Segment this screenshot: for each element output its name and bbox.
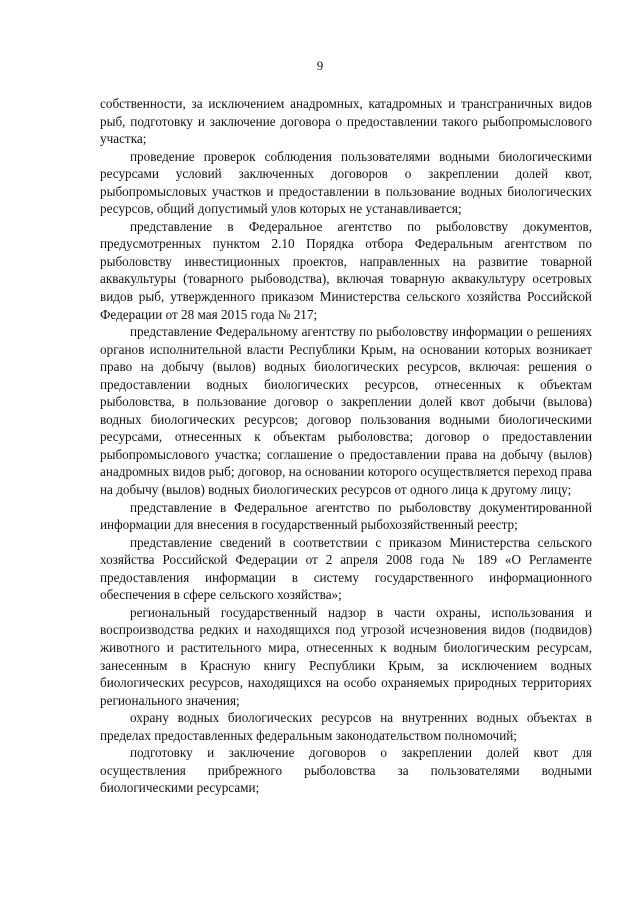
document-body: [100, 95, 592, 797]
paragraph-inspections: проведение проверок соблюдения пользователями водными биологическими ресурсами условий заключенных договоров о закреплении долей квот, рыбопромысловых участков и предоставлении в пользование водных биологических ресурсов, общий допустимый улов которых не устанавливается;: [100, 148, 592, 217]
paragraph-decisions-info: представление Федеральному агентству по рыболовству информации о решениях органов исполнительной власти Республики Крым, на основании которых возникает право на добычу (вылов) водных биологических ресурсов, включая: решения о предоставлении водных биологических ресурсов, отнесенных к объектам рыболовства, в пользование договор о закреплении долей квот добычи (вылова) водных биологических ресурсов; договор пользования водными биологическими ресурсами, отнесенных к объектам рыболовства; договор о предоставлении рыбопромыслового участка; соглашение о предоставлении права на добычу (вылов) анадромных видов рыб; договор, на основании которого осуществляется переход права на добычу (вылов) водных биологических ресурсов от одного лица к другому лицу;: [100, 324, 592, 498]
paragraph-protection: охрану водных биологических ресурсов на внутренних водных объектах в пределах предоставленных федеральным законодательством полномочий;: [100, 710, 592, 743]
paragraph-ministry-order: представление сведений в соответствии с приказом Министерства сельского хозяйства Российской Федерации от 2 апреля 2008 года № 189 «О Регламенте предоставления информации в систему государственного информационного обеспечения в сфере сельского хозяйства»;: [100, 534, 592, 603]
page-number: 9: [316, 58, 324, 73]
paragraph-aquaculture-documents: представление в Федеральное агентство по рыболовству документов, предусмотренных пунктом 2.10 Порядка отбора Федеральным агентством по рыболовству инвестиционных проектов, направленных на развитие товарной аквакультуры (товарного рыбоводства), включая товарную аквакультуру осетровых видов рыб, утвержденного приказом Министерства сельского хозяйства Российской Федерации от 28 мая 2015 года № 217;: [100, 218, 592, 322]
paragraph-coastal-fishing-contracts: подготовку и заключение договоров о закреплении долей квот для осуществления прибрежного рыболовства за пользователями водными биологическими ресурсами;: [100, 745, 592, 796]
paragraph-continuation: собственности, за исключением анадромных, катадромных и трансграничных видов рыб, подготовку и заключение договора о предоставлении такого рыбопромыслового участка;: [100, 96, 592, 147]
paragraph-registry-info: представление в Федеральное агентство по рыболовству документированной информации для внесения в государственный рыбохозяйственный реестр;: [100, 499, 592, 533]
paragraph-regional-supervision: региональный государственный надзор в части охраны, использования и воспроизводства редких и находящихся под угрозой исчезновения видов (подвидов) животного и растительного мира, отнесенных к водным биологическим ресурсам, занесенным в Красную книгу Республики Крым, за исключением водных биологических ресурсов, находящихся на особо охраняемых природных территориях регионального значения;: [100, 604, 592, 708]
